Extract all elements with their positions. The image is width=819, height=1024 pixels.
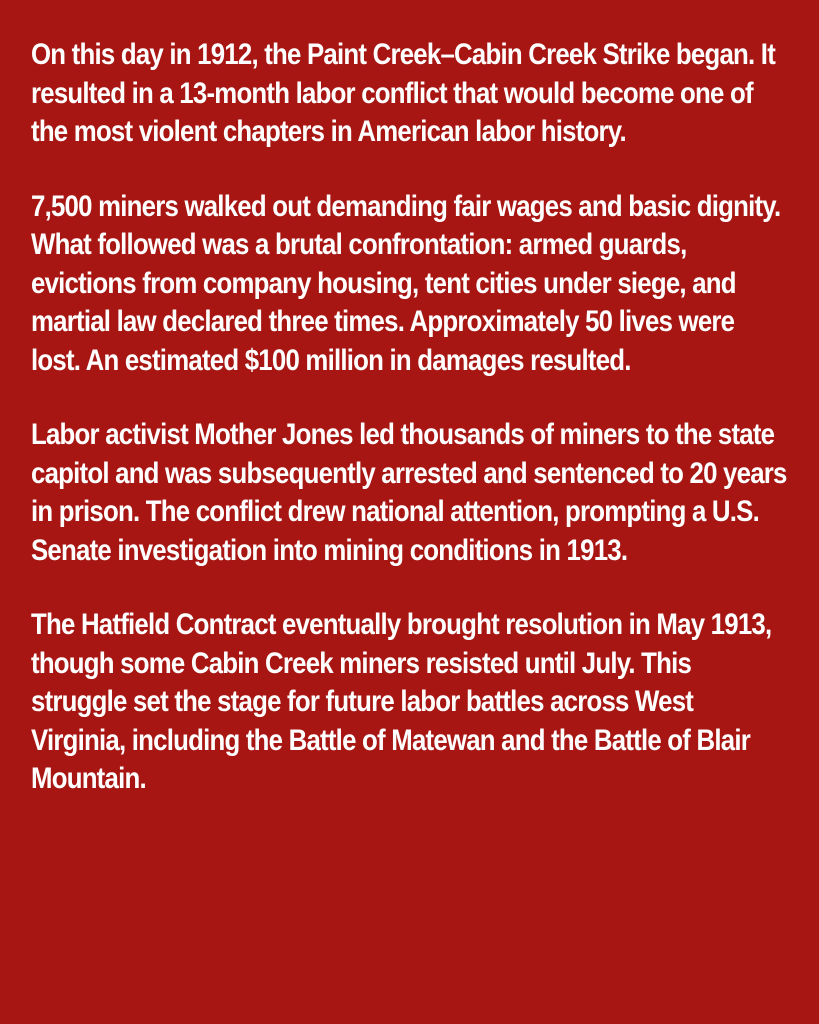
paragraph-mother-jones: Labor activist Mother Jones led thousands of miners to the state capitol and was subsequently arrested and sentenced to 20 years in prison. The conflict drew national attention, prompting a U.S. Senate investigation into mining conditions in 1913. bbox=[31, 418, 787, 567]
paragraph-hatfield-contract: The Hatfield Contract eventually brought resolution in May 1913, though some Cabin Creek miners resisted until July. This struggle set the stage for future labor battles across West Virginia, including the Battle of Matewan and the Battle of Blair Mountain. bbox=[31, 608, 772, 795]
paragraph-miners-walkout: 7,500 miners walked out demanding fair wages and basic dignity. What followed was a brutal confrontation: armed guards, evictions from company housing, tent cities under siege, and martial law declared three times. Approximately 50 lives were lost. An estimated $100 million in damages resulted. bbox=[31, 189, 781, 377]
paragraph-strike-intro: On this day in 1912, the Paint Creek–Cabin Creek Strike began. It resulted in a 13-month labor conflict that would become one of the most violent chapters in American labor history. bbox=[31, 38, 776, 148]
